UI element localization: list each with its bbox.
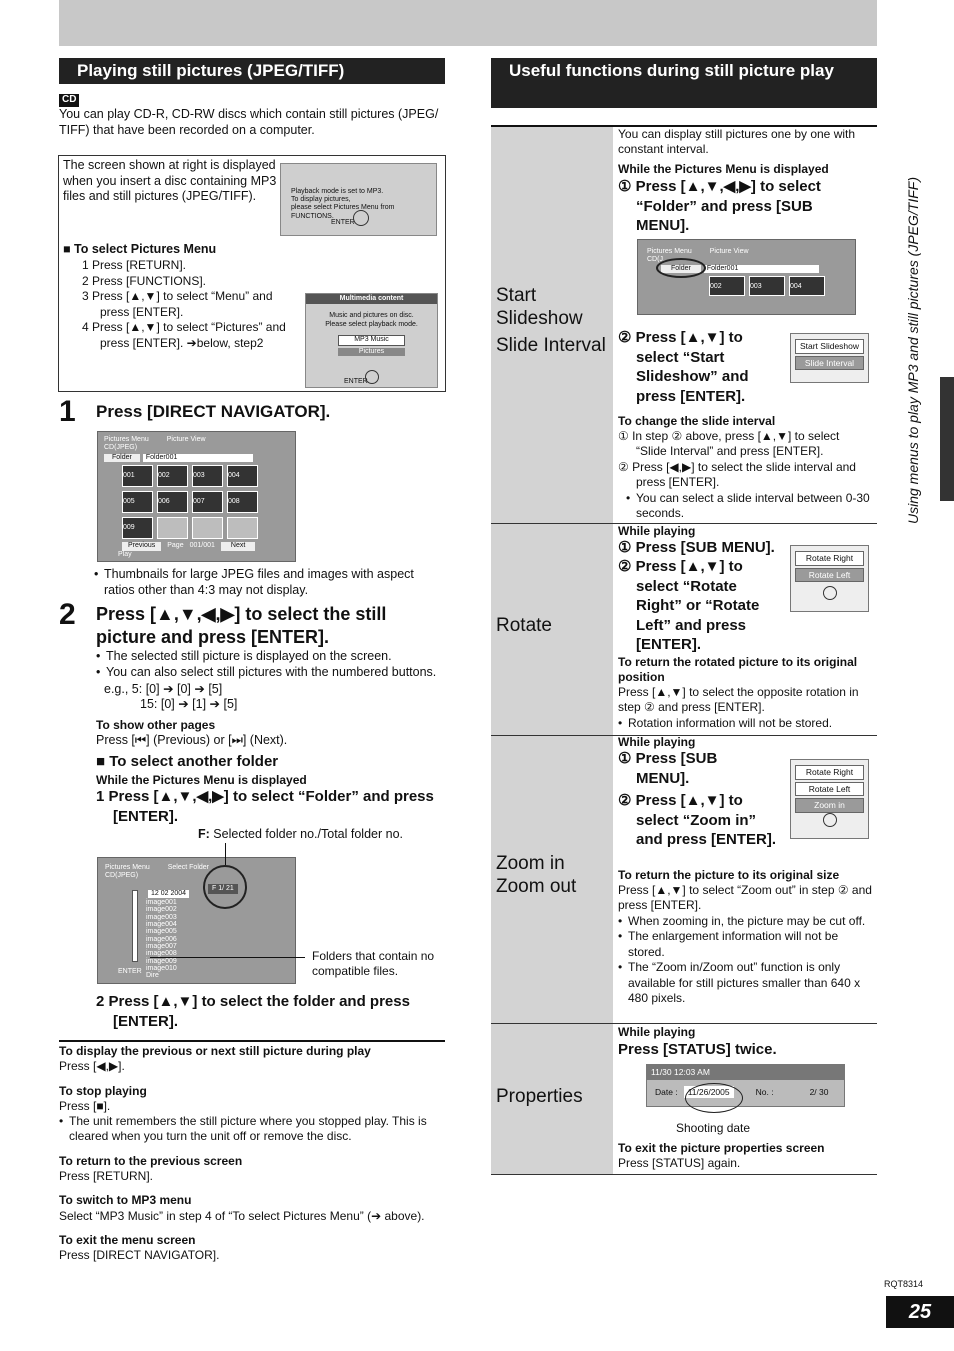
tip-title: To display the previous or next still picture during play — [59, 1044, 371, 1058]
step-item: 4 Press [▲,▼] to select “Pictures” and press [ENTER]. ➔below, step2 — [82, 320, 286, 350]
slideshow-intro: You can display still pictures one by one with constant interval. — [618, 127, 856, 156]
list-item[interactable]: image005 — [146, 928, 177, 936]
slideshow-label: Start Slideshow Slide Interval — [496, 285, 606, 356]
top-banner — [59, 0, 877, 46]
thumbnail[interactable]: 004 — [227, 465, 258, 487]
status-time: 11/30 12:03 AM — [647, 1065, 844, 1080]
step1-notes — [94, 567, 439, 598]
enter-label: ENTER — [331, 219, 355, 226]
thumbnail[interactable]: 004 — [789, 276, 825, 296]
rotate-return-text: Press [▲,▼] to select the opposite rotation in step ② and press [ENTER]. — [618, 685, 859, 715]
thumbnail[interactable]: 009 — [122, 517, 153, 539]
zoom-label: Zoom in Zoom out — [496, 853, 577, 897]
folder-step1: 1 Press [▲,▼,◀,▶] to select “Folder” and press [ENTER]. — [96, 788, 434, 825]
step1-number: 1 — [59, 395, 76, 428]
menu-item-zoom-in[interactable]: Zoom in — [795, 798, 864, 813]
properties-exit-text: Press [STATUS] again. — [618, 1156, 741, 1170]
zoom-return-text: Press [▲,▼] to select “Zoom out” in step ② and press [ENTER]. — [618, 883, 872, 913]
menu-item-slide-interval[interactable]: Slide Interval — [795, 356, 864, 371]
folder-date: 12 02 2004 — [148, 890, 189, 898]
pm-label: Pictures Menu — [105, 864, 150, 871]
page-value: 001/001 — [189, 542, 215, 550]
thumbnail-grid — [122, 465, 289, 539]
folder-step2: 2 Press [▲,▼] to select the folder and press [ENTER]. — [96, 993, 410, 1030]
another-folder-title: ■ To select another folder — [96, 753, 279, 770]
slideshow-while: While the Pictures Menu is displayed — [618, 162, 829, 176]
zoom-menu — [790, 759, 869, 839]
step-item: 1 Press [RETURN]. — [82, 258, 187, 272]
properties-step: Press [STATUS] twice. — [618, 1041, 777, 1058]
menu-item-start-slideshow[interactable]: Start Slideshow — [795, 339, 864, 354]
list-item[interactable]: image002 — [146, 906, 177, 914]
folder-count: F 1/ 21 — [208, 884, 238, 894]
tip-text: Press [■]. — [59, 1098, 111, 1113]
note-item: • The enlargement information will not be stored. — [618, 929, 873, 960]
example-line-1: e.g., 5: [0] ➔ [0] ➔ [5] — [104, 682, 223, 696]
zoom-step2: ② Press [▲,▼] to select “Zoom in” and press [ENTER]. — [618, 792, 777, 848]
divider — [491, 1174, 877, 1175]
thumbnail[interactable]: 003 — [749, 276, 785, 296]
thumbnail[interactable]: 005 — [122, 491, 153, 513]
tip-title: To exit the menu screen — [59, 1232, 196, 1247]
cd-jpeg-label: CD(JPEG) — [104, 444, 138, 452]
highlight-circle — [203, 865, 247, 909]
thumbnail-empty — [227, 517, 258, 539]
folder-tab[interactable]: Folder — [661, 265, 701, 273]
zoom-while: While playing — [618, 735, 696, 749]
folder-name: Folder001 — [704, 265, 819, 273]
while-menu-text: While the Pictures Menu is displayed — [96, 773, 307, 787]
scrollbar[interactable] — [132, 890, 138, 962]
tip-text: Press [◀,▶]. — [59, 1059, 125, 1074]
folders-note: Folders that contain no compatible files. — [312, 949, 435, 978]
thumbnail[interactable]: 001 — [122, 465, 153, 487]
note-item: • The unit remembers the still picture where you stopped play. This is cleared when you turn the unit off or remove the disc. — [59, 1114, 447, 1145]
step2-number: 2 — [59, 598, 76, 631]
change-interval-steps — [618, 429, 873, 521]
list-item[interactable]: image004 — [146, 921, 177, 929]
select-menu-steps — [82, 258, 297, 351]
enter-icon — [823, 813, 837, 827]
sf-label: Select Folder — [167, 864, 209, 871]
mp3-notice-text: Playback mode is set to MP3. To display pictures, please select Pictures Menu from FUNCTIONS. — [291, 187, 395, 220]
thumbnail-empty — [192, 517, 223, 539]
folder-tab[interactable]: Folder — [104, 454, 140, 462]
tip-text: Press [DIRECT NAVIGATOR]. — [59, 1248, 220, 1263]
tip-notes — [59, 1114, 447, 1145]
rotate-menu — [790, 545, 869, 612]
date-label: Date : — [655, 1086, 678, 1097]
pv-label: Picture View — [709, 248, 749, 255]
shooting-date-label: Shooting date — [676, 1121, 751, 1135]
rotate-while: While playing — [618, 524, 696, 538]
list-item[interactable]: Dire — [146, 972, 159, 980]
thumbnail[interactable]: 008 — [227, 491, 258, 513]
properties-exit-title: To exit the picture properties screen — [618, 1141, 825, 1155]
note-item: • Thumbnails for large JPEG files and images with aspect ratios other than 4:3 may not display. — [94, 567, 439, 598]
callout-line — [150, 957, 305, 958]
menu-item-rotate-right[interactable]: Rotate Right — [795, 765, 864, 780]
zoom-notes — [618, 914, 873, 1006]
enter-label: ENTER — [344, 378, 368, 385]
change-interval-title: To change the slide interval — [618, 414, 776, 428]
tip-text: Select “MP3 Music” in step 4 of “To select Pictures Menu” (➔ above). — [59, 1208, 425, 1223]
no-value: 2/ 30 — [809, 1086, 829, 1097]
cd-label: CD(J... — [647, 256, 669, 264]
previous-button[interactable]: Previous — [122, 542, 161, 550]
tip-title: To switch to MP3 menu — [59, 1193, 192, 1208]
picture-view-screen — [97, 431, 296, 562]
mm-text: Music and pictures on disc. Please select playback mode. — [325, 312, 418, 328]
step-item: 3 Press [▲,▼] to select “Menu” and press [ENTER]. — [82, 289, 273, 319]
list-item[interactable]: image006 — [146, 935, 177, 943]
note-item: • You can select a slide interval between 0-30 seconds. — [626, 491, 873, 522]
rotate-step2: ② Press [▲,▼] to select “Rotate Right” or “Rotate Left” and press [ENTER]. — [618, 558, 760, 653]
step1-text: Press [DIRECT NAVIGATOR]. — [96, 402, 331, 421]
image-list — [146, 899, 177, 980]
enter-icon — [823, 586, 837, 600]
f-text: Selected folder no./Total folder no. — [213, 827, 404, 841]
step2-notes — [96, 649, 446, 680]
date-value: 11/26/2005 — [684, 1086, 734, 1099]
tip-text: Press [RETURN]. — [59, 1169, 154, 1184]
thumbnail[interactable]: 006 — [157, 491, 188, 513]
cd-jpeg-label: CD(JPEG) — [105, 872, 139, 880]
select-folder-screen — [97, 857, 296, 984]
example-line-2: 15: [0] ➔ [1] ➔ [5] — [140, 697, 238, 711]
list-item[interactable]: image009 — [146, 957, 177, 965]
divider — [59, 1040, 445, 1042]
list-item[interactable]: image003 — [146, 913, 177, 921]
section-header-left: Playing still pictures (JPEG/TIFF) — [59, 58, 445, 84]
note-item: • When zooming in, the picture may be cut off. — [618, 914, 873, 929]
mm-title: Multimedia content — [306, 294, 437, 304]
next-button[interactable]: Next — [221, 542, 255, 550]
highlight-circle — [685, 1083, 743, 1113]
step2-text: Press [▲,▼,◀,▶] to select the still picture and press [ENTER]. — [96, 604, 387, 648]
rotate-notes — [618, 716, 873, 731]
menu-item-rotate-left[interactable]: Rotate Left — [795, 782, 864, 797]
menu-item-rotate-right[interactable]: Rotate Right — [795, 551, 864, 566]
slideshow-menu — [790, 333, 869, 383]
mm-option-pictures[interactable]: Pictures — [338, 348, 405, 356]
side-tab — [940, 377, 954, 501]
thumbnail-empty — [157, 517, 188, 539]
zoom-step1: ① Press [SUB MENU]. — [618, 750, 718, 787]
rotate-return-title: To return the rotated picture to its original position — [618, 655, 858, 684]
page-label: Page — [167, 542, 184, 550]
step-item: ① In step ② above, press [▲,▼] to select “Slide Interval” and press [ENTER]. — [618, 429, 840, 459]
thumbnail[interactable]: 002 — [709, 276, 745, 296]
tip-title: To stop playing — [59, 1083, 147, 1098]
slideshow-step2: ② Press [▲,▼] to select “Start Slideshow” and press [ENTER]. — [618, 329, 749, 405]
note-item: • You can also select still pictures with the numbered buttons. — [96, 665, 446, 681]
zoom-return-title: To return the picture to its original size — [618, 868, 840, 882]
step-item: ② Press [◀,▶] to select the slide interval and press [ENTER]. — [618, 459, 856, 490]
section-header-right: Useful functions during still picture play — [491, 58, 877, 108]
box-text: The screen shown at right is displayed when you insert a disc containing MP3 files and still pictures (JPEG/TIFF). — [63, 158, 277, 204]
tip-title: To return to the previous screen — [59, 1153, 243, 1168]
no-label: No. : — [755, 1086, 774, 1097]
cd-badge: CD — [59, 94, 79, 107]
menu-item-rotate-left[interactable]: Rotate Left — [795, 568, 864, 583]
other-pages-title: To show other pages — [96, 718, 216, 732]
slideshow-step1: ① Press [▲,▼,◀,▶] to select “Folder” and press [SUB MENU]. — [618, 178, 821, 234]
pv-label: Picture View — [166, 436, 206, 443]
enter-icon — [353, 210, 369, 226]
thumbnail[interactable]: 002 — [157, 465, 188, 487]
side-title: Using menus to play MP3 and still pictures (JPEG/TIFF) — [905, 177, 921, 524]
multimedia-screen — [305, 293, 438, 388]
list-item[interactable]: image001 — [146, 899, 177, 906]
list-item[interactable]: image008 — [146, 950, 177, 958]
intro-text: You can play CD-R, CD-RW discs which contain still pictures (JPEG/ TIFF) that have been recorded on a computer. — [59, 107, 439, 137]
pm-label: Pictures Menu — [104, 436, 149, 443]
f-label: F: — [198, 827, 210, 841]
other-pages-text: Press [⏮] (Previous) or [⏭] (Next). — [96, 733, 288, 747]
pm-label: Pictures Menu — [647, 248, 692, 255]
properties-screen — [646, 1064, 845, 1107]
folder-name: Folder001 — [143, 454, 253, 462]
list-item[interactable]: image007 — [146, 943, 177, 951]
step-notes — [618, 491, 873, 522]
thumbnail[interactable]: 003 — [192, 465, 223, 487]
note-item: • Rotation information will not be stored. — [618, 716, 873, 731]
play-tips — [59, 1044, 447, 1264]
note-item: • The “Zoom in/Zoom out” function is only available for still pictures smaller than 640 x 480 pixels. — [618, 960, 873, 1006]
play-label: Play — [118, 550, 132, 558]
page-number: 25 — [886, 1296, 954, 1328]
mp3-notice-screen — [280, 163, 437, 236]
select-menu-title: ■ To select Pictures Menu — [63, 242, 217, 256]
note-item: • The selected still picture is displayed on the screen. — [96, 649, 446, 665]
rotate-step1: ① Press [SUB MENU]. — [618, 539, 775, 556]
step-item: 2 Press [FUNCTIONS]. — [82, 273, 207, 288]
enter-label: ENTER — [118, 968, 142, 975]
thumbnail[interactable]: 007 — [192, 491, 223, 513]
list-item[interactable]: image010 — [146, 965, 177, 973]
rotate-label: Rotate — [496, 615, 552, 636]
enter-icon — [365, 370, 379, 384]
document-code: RQT8314 — [884, 1279, 924, 1289]
properties-label: Properties — [496, 1086, 583, 1107]
callout-line — [225, 843, 226, 865]
mm-option-mp3[interactable]: MP3 Music — [338, 335, 405, 345]
properties-while: While playing — [618, 1025, 696, 1039]
highlight-circle — [656, 258, 706, 278]
